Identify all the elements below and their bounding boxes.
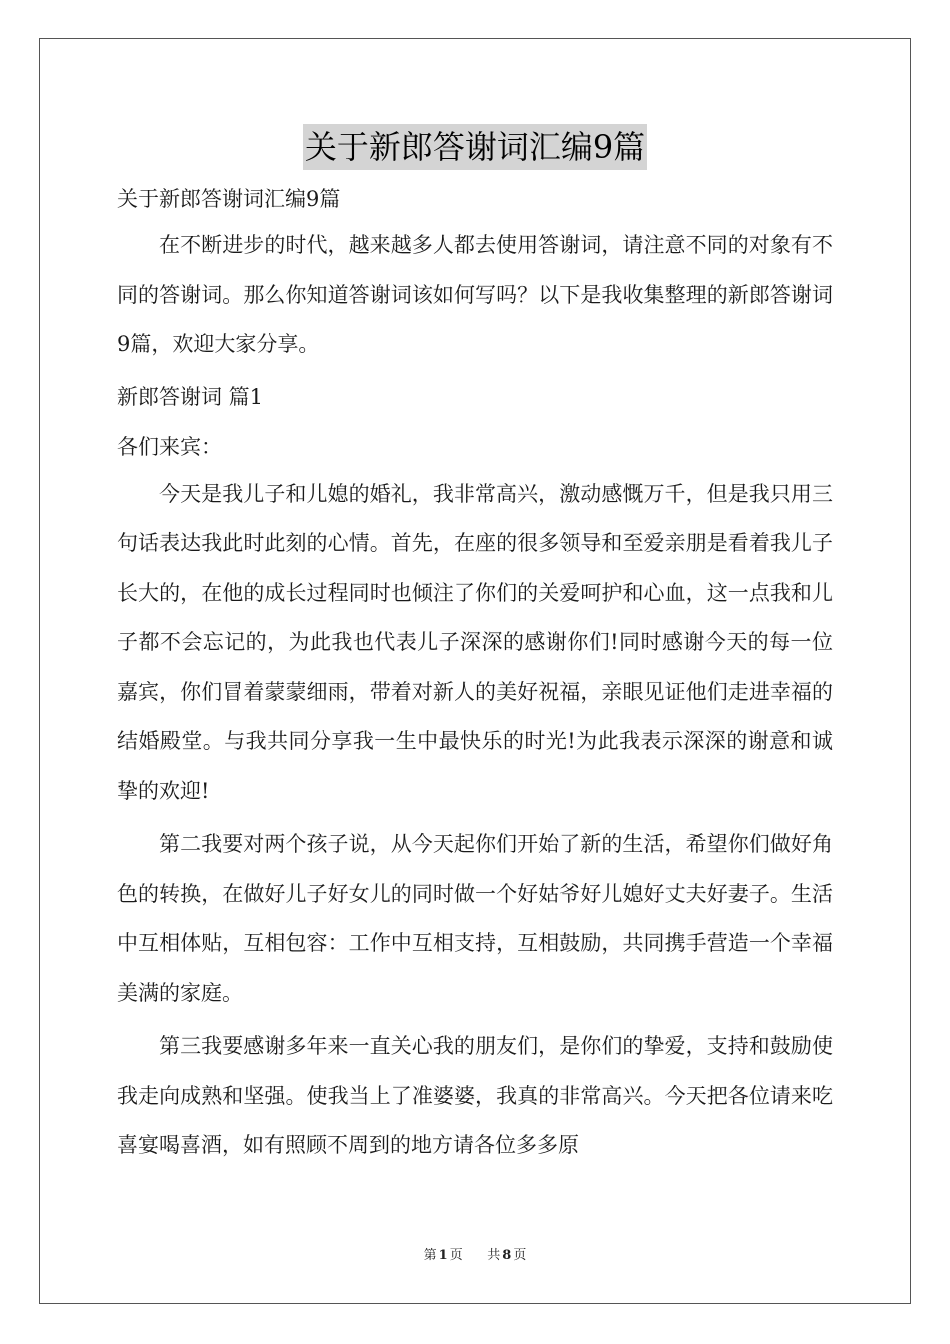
- title-container: [0, 124, 950, 170]
- page-title: 关于新郎答谢词汇编9篇: [303, 124, 647, 170]
- intro-paragraph: 在不断进步的时代，越来越多人都去使用答谢词，请注意不同的对象有不同的答谢词。那么你知道答谢词该如何写吗？以下是我收集整理的新郎答谢词9篇，欢迎大家分享。: [117, 233, 833, 356]
- body-paragraph-2: 第二我要对两个孩子说，从今天起你们开始了新的生活，希望你们做好角色的转换，在做好儿子好女儿的同时做一个好姑爷好儿媳好丈夫好妻子。生活中互相体贴，互相包容：工作中互相支持，互相鼓励，共同携手营造一个幸福美满的家庭。: [117, 832, 833, 1005]
- total-prefix: 共: [487, 1248, 501, 1263]
- total-suffix: 页: [513, 1248, 527, 1263]
- total-pages: 8: [502, 1248, 512, 1263]
- page-prefix: 第: [423, 1248, 437, 1263]
- page-suffix: 页: [449, 1248, 463, 1263]
- salutation: 各们来宾：: [117, 434, 222, 459]
- page-number: [422, 1248, 465, 1263]
- current-page: 1: [438, 1248, 448, 1263]
- document-body: [117, 180, 833, 1171]
- page-total: [485, 1248, 528, 1263]
- body-paragraph-3: 第三我要感谢多年来一直关心我的朋友们，是你们的挚爱，支持和鼓励使我走向成熟和坚强。使我当上了准婆婆，我真的非常高兴。今天把各位请来吃喜宴喝喜酒，如有照顾不周到的地方请各位多多原: [117, 1034, 833, 1157]
- body-paragraph-1: 今天是我儿子和儿媳的婚礼，我非常高兴，激动感慨万千，但是我只用三句话表达我此时此刻的心情。首先，在座的很多领导和至爱亲朋是看着我儿子长大的，在他的成长过程同时也倾注了你们的关爱呵护和心血，这一点我和儿子都不会忘记的，为此我也代表儿子深深的感谢你们!同时感谢今天的每一位嘉宾，你们冒着蒙蒙细雨，带着对新人的美好祝福，亲眼见证他们走进幸福的结婚殿堂。与我共同分享我一生中最快乐的时光!为此我表示深深的谢意和诚挚的欢迎!: [117, 481, 833, 803]
- page-footer: [0, 1244, 950, 1263]
- section-heading: 新郎答谢词 篇1: [117, 384, 264, 409]
- document-subtitle: 关于新郎答谢词汇编9篇: [117, 187, 341, 211]
